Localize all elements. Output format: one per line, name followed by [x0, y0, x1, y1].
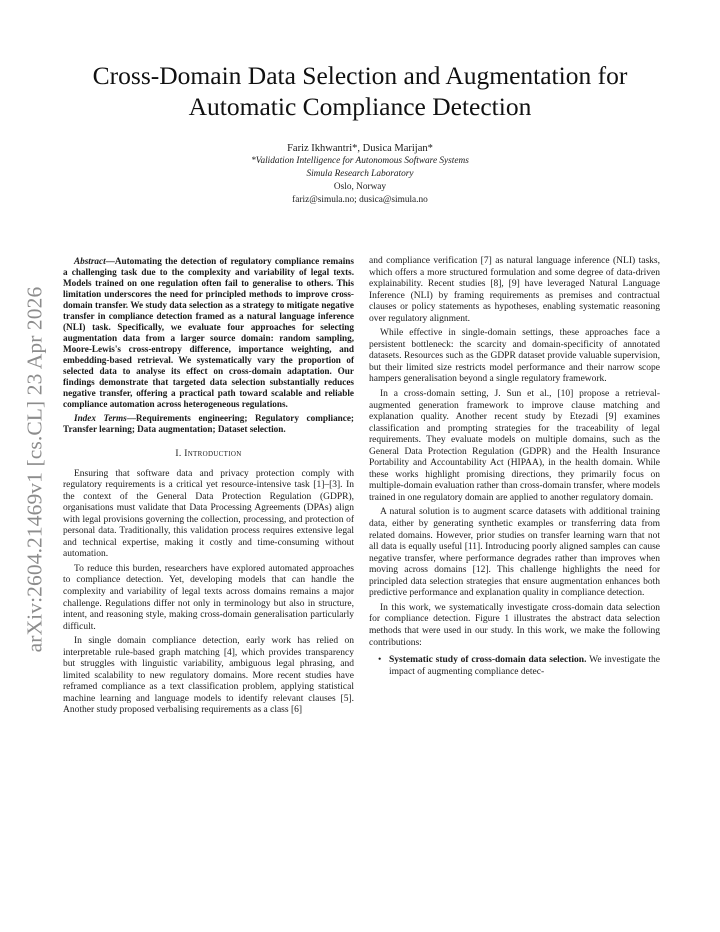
body-paragraph: In a cross-domain setting, J. Sun et al., [10] propose a retrieval-augmented generation framework to improve clause matching and explanation quality. Another recent study by Etezadi [9] examines classification and prompting strategies for the traceability of legal requirements. They evaluate models on multiple domains, such as the General Data Protection Regulation (GDPR) and the Health Insurance Portability and Accountability Act (HIPAA), in the health domain. While these works highlight promising directions, they primarily focus on multiple-domain evaluation rather than cross-domain transfer, where models trained in one regulatory domain are applied to another regulatory domain. [369, 389, 660, 503]
index-terms-label: Index Terms [74, 413, 127, 423]
body-paragraph: Ensuring that software data and privacy protection comply with regulatory requirements is a critical yet resource-intensive task [1]–[3]. In the context of the General Data Protection Regulation (GDPR), organisations must validate that Data Processing Agreements (DPAs) align with legal provisions governing the collection, processing, and protection of personal data. Traditionally, this validation process requires extensive legal and technical expertise, making it costly and time-consuming without automation. [63, 468, 354, 560]
arxiv-stamp [22, 254, 48, 684]
body-paragraph: In single domain compliance detection, early work has relied on interpretable rule-based graph matching [4], which provides transparency but struggles with linguistic variability, ambiguous legal phrasing, and limited scalability to new regulatory domains. More recent studies have reframed compliance as a text classification problem, applying statistical machine learning and language models to identify relevant clauses [5]. Another study proposed verbalising requirements as a class [6] [63, 636, 354, 716]
body-paragraph: In this work, we systematically investigate cross-domain data selection for compliance detection. Figure 1 illustrates the abstract data selection methods that were used in our study. In this work, we make the following contributions: [369, 602, 660, 648]
contribution-heading: Systematic study of cross-domain data selection. [389, 655, 587, 666]
arxiv-identifier: arXiv:2604.21469v1 [cs.CL] 23 Apr 2026 [22, 286, 47, 652]
author-lab: Simula Research Laboratory [306, 169, 414, 179]
body-paragraph: While effective in single-domain settings, these approaches face a persistent bottleneck: the scarcity and domain-specificity of annotated datasets. Resources such as the GDPR dataset provide valuable supervision, but their limited size restricts model performance and their narrow scope hampers generalisation beyond a single regulatory framework. [369, 328, 660, 385]
author-block [60, 142, 660, 207]
body-paragraph-continued: and compliance verification [7] as natural language inference (NLI) tasks, which offers a more structured formulation and some degree of data-driven explainability. Recent studies [8], [9] have leveraged Natural Language Inference (NLI) by framing requirements as premises and contractual clauses or policy statements as hypotheses, enabling systematic reasoning over regulatory alignment. [369, 256, 660, 324]
body-paragraph: To reduce this burden, researchers have explored automated approaches to compliance detection. Yet, developing models that can handle the complexity and variability of legal texts across domains remains a major challenge. Regulations differ not only in terminology but also in structure, intent, and reasoning style, making cross-domain generalisation particularly difficult. [63, 563, 354, 632]
contributions-list [369, 655, 660, 678]
body-paragraph: A natural solution is to augment scarce datasets with additional training data, either by generating synthetic examples or transferring data from related domains. However, prior studies on transfer learning warn that not all data is equally useful [11]. Introducing poorly aligned samples can cause negative transfer, where performance degrades rather than improves when moving across domains [12]. This challenge highlights the need for principled data selection strategies that ensure augmentation enhances both predictive performance and explanation quality in compliance detection. [369, 507, 660, 599]
paper-title: Cross-Domain Data Selection and Augmentation for Automatic Compliance Detection [92, 61, 628, 121]
author-affiliation: *Validation Intelligence for Autonomous Software Systems [251, 156, 469, 166]
section-heading-introduction: I. Introduction [175, 449, 242, 459]
index-terms [63, 413, 354, 435]
right-column [369, 256, 660, 678]
abstract-text: —Automating the detection of regulatory compliance remains a challenging task due to the complexity and variability of legal texts. Models trained on one regulation often fail to generalise to others. This limitation underscores the need for principled methods to improve cross-domain transfer. We study data selection as a strategy to mitigate negative transfer in compliance detection framed as a natural language inference (NLI) task. Specifically, we evaluate four approaches for selecting augmentation data from a larger source domain: random sampling, Moore-Lewis's cross-entropy difference, importance weighting, and embedding-based retrieval. We systematically vary the proportion of selected data to analyse its effect on cross-domain adaptation. Our findings demonstrate that targeted data selection substantially reduces negative transfer, offering a practical path toward scalable and reliable compliance automation across heterogeneous regulations. [63, 256, 354, 409]
author-location: Oslo, Norway [333, 182, 387, 192]
contribution-item [381, 655, 660, 678]
abstract-label: Abstract [74, 256, 106, 266]
author-email: fariz@simula.no; dusica@simula.no [292, 195, 428, 205]
contribution-text: We investigate the impact of augmenting compliance detec- [389, 655, 661, 677]
index-terms-text: —Requirements engineering; Regulatory compliance; Transfer learning; Data augmentation; Dataset selection. [63, 413, 354, 434]
abstract [63, 256, 354, 410]
author-names: Fariz Ikhwantri*, Dusica Marijan* [287, 143, 433, 154]
left-column [63, 256, 354, 720]
